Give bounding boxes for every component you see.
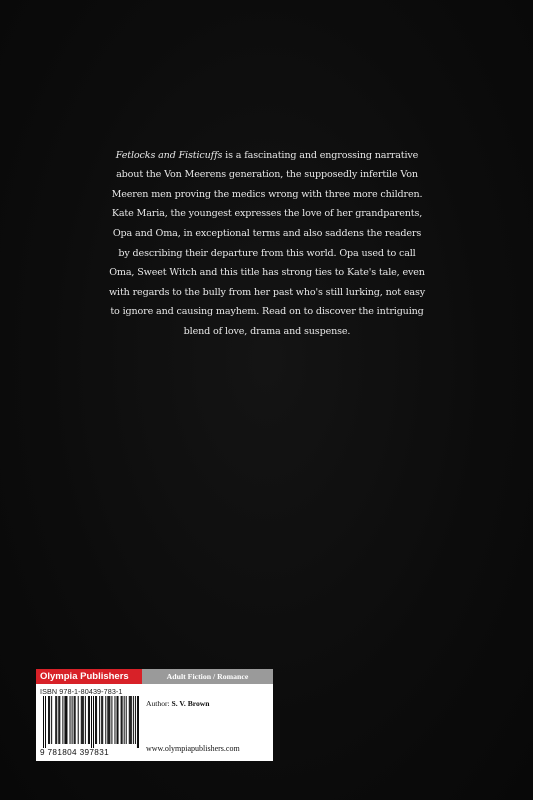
- barcode-bar: [138, 696, 139, 748]
- barcode-bar: [99, 696, 100, 744]
- barcode-bar: [111, 696, 112, 744]
- barcode-bar: [85, 696, 86, 744]
- barcode-bar: [126, 696, 127, 744]
- author-name: S. V. Brown: [171, 699, 210, 708]
- barcode-bar: [64, 696, 65, 744]
- barcode-bar: [75, 696, 76, 744]
- barcode-bar: [55, 696, 56, 744]
- barcode-bar: [102, 696, 103, 744]
- barcode-image: [43, 696, 139, 748]
- barcode-bar: [107, 696, 108, 744]
- barcode-bar: [118, 696, 119, 744]
- book-title-italic: Fetlocks and Fisticuffs: [115, 149, 223, 161]
- imprint-panel: [36, 669, 273, 761]
- barcode-bar: [66, 696, 67, 744]
- barcode-bar: [133, 696, 134, 744]
- barcode-bar: [129, 696, 130, 744]
- barcode-bar: [43, 696, 44, 748]
- barcode-bar: [137, 696, 138, 748]
- barcode-bar: [135, 696, 136, 744]
- barcode-digits: 9 781804 397831: [40, 748, 109, 757]
- barcode-bar: [117, 696, 118, 744]
- barcode-bar: [78, 696, 79, 744]
- barcode-bar: [121, 696, 122, 744]
- barcode-bar: [62, 696, 63, 744]
- barcode-bar: [95, 696, 96, 744]
- barcode-bar: [74, 696, 75, 744]
- barcode-bar: [48, 696, 49, 744]
- barcode-bar: [109, 696, 110, 744]
- barcode-bar: [72, 696, 73, 744]
- book-blurb: [108, 146, 426, 342]
- barcode-bar: [91, 696, 92, 748]
- barcode-bar: [89, 696, 90, 744]
- barcode-bar: [93, 696, 94, 748]
- publisher-website: www.olympiapublishers.com: [146, 744, 240, 753]
- barcode-bar: [81, 696, 82, 744]
- publisher-label: Olympia Publishers: [36, 669, 142, 684]
- barcode-bar: [83, 696, 84, 744]
- blurb-text: is a fascinating and engrossing narrative about the Von Meerens generation, the supposedly infertile Von Meeren men proving the medics wrong with three more children. Kate Maria, the youngest expresses the love of her grandparents, Opa and Oma, in exceptional terms and also saddens the readers by describing their departure from this world. Opa used to call Oma, Sweet Witch and this title has strong ties to Kate's tale, even with regards to the bully from her past who's still lurking, not easy to ignore and causing mayhem. Read on to discover the intriguing blend of love, drama and suspense.: [109, 149, 425, 337]
- author-line: [146, 699, 210, 708]
- barcode-bar: [131, 696, 132, 744]
- barcode-bar: [45, 696, 46, 748]
- barcode-bar: [56, 696, 57, 744]
- barcode-bar: [101, 696, 102, 744]
- barcode-bar: [96, 696, 97, 744]
- barcode-bar: [65, 696, 66, 744]
- barcode-bar: [122, 696, 123, 744]
- author-label: Author:: [146, 699, 170, 708]
- barcode-bar: [49, 696, 50, 744]
- barcode-bar: [124, 696, 125, 744]
- barcode-bar: [70, 696, 71, 744]
- barcode-bar: [82, 696, 83, 744]
- barcode-bar: [130, 696, 131, 744]
- barcode-bar: [114, 696, 115, 744]
- barcode-bar: [105, 696, 106, 744]
- barcode-bar: [59, 696, 60, 744]
- barcode-bar: [108, 696, 109, 744]
- barcode-bar: [58, 696, 59, 744]
- isbn-text: ISBN 978-1-80439-783-1: [40, 687, 123, 696]
- barcode-bar: [88, 696, 89, 744]
- genre-label: Adult Fiction / Romance: [142, 669, 273, 684]
- barcode-bar: [51, 696, 52, 744]
